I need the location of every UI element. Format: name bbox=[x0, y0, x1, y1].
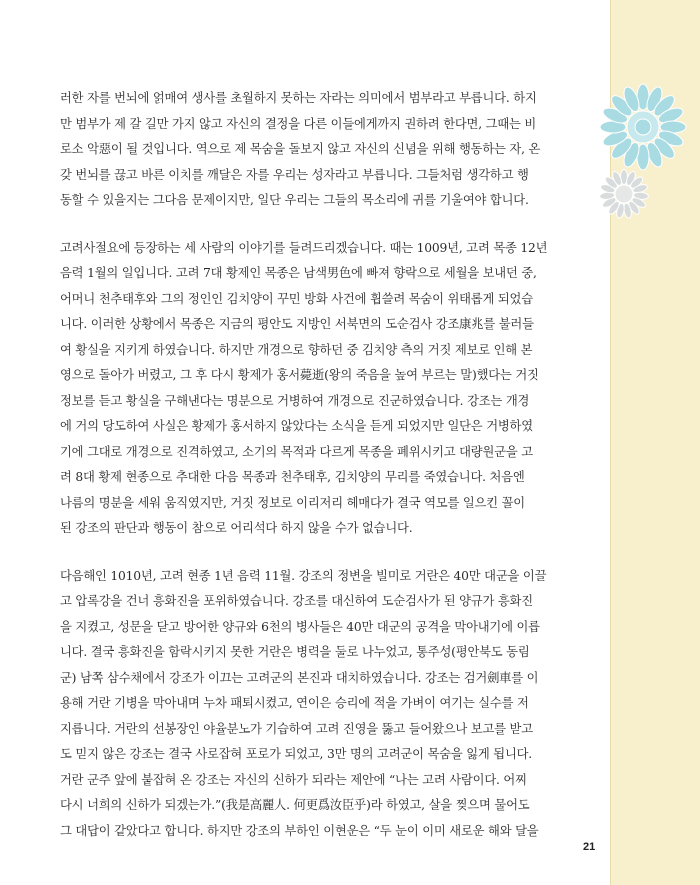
text-line: 지릅니다. 거란의 선봉장인 야율분노가 기습하여 고려 진영을 뚫고 들어왔으나 보고를 받고 bbox=[60, 721, 533, 736]
text-line: 만 범부가 제 갈 길만 가지 않고 자신의 결정을 다른 이들에게까지 권하려 한다면, 그때는 비 bbox=[60, 116, 537, 131]
body-text bbox=[60, 86, 580, 866]
text-line: 된 강조의 판단과 행동이 참으로 어리석다 하지 않을 수가 없습니다. bbox=[60, 521, 413, 535]
flower-ornament-icon bbox=[598, 82, 688, 172]
text-line: 용해 거란 기병을 막아내며 누차 패퇴시켰고, 연이은 승리에 적을 가벼이 여기는 실수를 저 bbox=[60, 696, 529, 710]
text-line: 어머니 천추태후와 그의 정인인 김치양이 꾸민 방화 사건에 휩쓸려 목숨이 위태롭게 되었습 bbox=[60, 291, 533, 306]
text-line: 니다. 이러한 상황에서 목종은 지금의 평안도 지방인 서북면의 도순검사 강조康兆를 불러들 bbox=[60, 317, 534, 331]
text-line: 니다. 결국 흥화진을 함락시키지 못한 거란은 병력을 둘로 나누었고, 통주성(평안북도 동림 bbox=[60, 645, 530, 659]
paragraph-2 bbox=[60, 236, 580, 542]
text-line: 러한 자를 번뇌에 얽매여 생사를 초월하지 못하는 자라는 의미에서 범부라고 부릅니다. 하지 bbox=[60, 91, 537, 105]
text-line: 을 지켰고, 성문을 닫고 방어한 양규와 6천의 병사들은 40만 대군의 공격을 막아내기에 이릅 bbox=[60, 619, 540, 634]
text-line: 나름의 명분을 세워 움직였지만, 거짓 정보로 이리저리 헤매다가 결국 역모를 일으킨 꼴이 bbox=[60, 495, 525, 510]
text-line: 거란 군주 앞에 붙잡혀 온 강조는 자신의 신하가 되라는 제안에 “나는 고려 사람이다. 어찌 bbox=[60, 772, 527, 787]
text-line: 기에 그대로 개경으로 진격하였고, 소기의 목적과 다르게 목종을 폐위시키고 대량원군을 고 bbox=[60, 444, 533, 459]
text-line: 에 거의 당도하여 사실은 황제가 홍서하지 않았다는 소식을 듣게 되었지만 일단은 거병하였 bbox=[60, 419, 533, 433]
paragraph-3 bbox=[60, 564, 580, 845]
text-line: 다음해인 1010년, 고려 현종 1년 음력 11월. 강조의 정변을 빌미로 거란은 40만 대군을 이끌 bbox=[60, 568, 547, 583]
flower-ornament-small-icon bbox=[598, 168, 650, 220]
page-number: 21 bbox=[583, 841, 596, 853]
text-line: 음력 1월의 일입니다. 고려 7대 황제인 목종은 남색男色에 빠져 향락으로 세월을 보내던 중, bbox=[60, 266, 537, 280]
text-line: 동할 수 있을지는 그다음 문제이지만, 일단 우리는 그들의 목소리에 귀를 기울여야 합니다. bbox=[60, 193, 529, 207]
text-line: 로소 악惡이 될 것입니다. 역으로 제 목숨을 돌보지 않고 자신의 신념을 위해 행동하는 자, 온 bbox=[60, 142, 541, 156]
text-line: 그 대답이 같았다고 합니다. 하지만 강조의 부하인 이현운은 “두 눈이 이미 새로운 해와 달을 bbox=[60, 823, 539, 838]
text-line: 도 믿지 않은 강조는 결국 사로잡혀 포로가 되었고, 3만 명의 고려군이 목숨을 잃게 됩니다. bbox=[60, 747, 533, 761]
text-line: 려 8대 황제 현종으로 추대한 다음 목종과 천추태후, 김치양의 무리를 죽였습니다. 처음엔 bbox=[60, 470, 525, 484]
text-line: 군) 남쪽 삼수채에서 강조가 이끄는 고려군의 본진과 대치하였습니다. 강조는 검거劍車를 이 bbox=[60, 670, 539, 685]
paragraph-1 bbox=[60, 86, 580, 214]
text-line: 고 압록강을 건너 흥화진을 포위하였습니다. 강조를 대신하여 도순검사가 된 양규가 흥화진 bbox=[60, 594, 533, 608]
text-line: 갖 번뇌를 끊고 바른 이치를 깨달은 자를 우리는 성자라고 부릅니다. 그들처럼 생각하고 행 bbox=[60, 167, 529, 182]
text-line: 다시 너희의 신하가 되겠는가.”(我是高麗人. 何更爲汝臣乎)라 하였고, 살을 찢으며 물어도 bbox=[60, 798, 530, 812]
text-line: 여 황실을 지키게 하였습니다. 하지만 개경으로 향하던 중 김치양 측의 거짓 제보로 인해 본 bbox=[60, 342, 533, 357]
text-line: 영으로 돌아가 버렸고, 그 후 다시 황제가 홍서薨逝(왕의 죽음을 높여 부르는 말)했다는 거짓 bbox=[60, 368, 539, 382]
text-line: 정보를 듣고 황실을 구해낸다는 명분으로 거병하여 개경으로 진군하였습니다. 강조는 개경 bbox=[60, 393, 530, 408]
text-line: 고려사절요에 등장하는 세 사람의 이야기를 들려드리겠습니다. 때는 1009년, 고려 목종 12년 bbox=[60, 240, 548, 255]
